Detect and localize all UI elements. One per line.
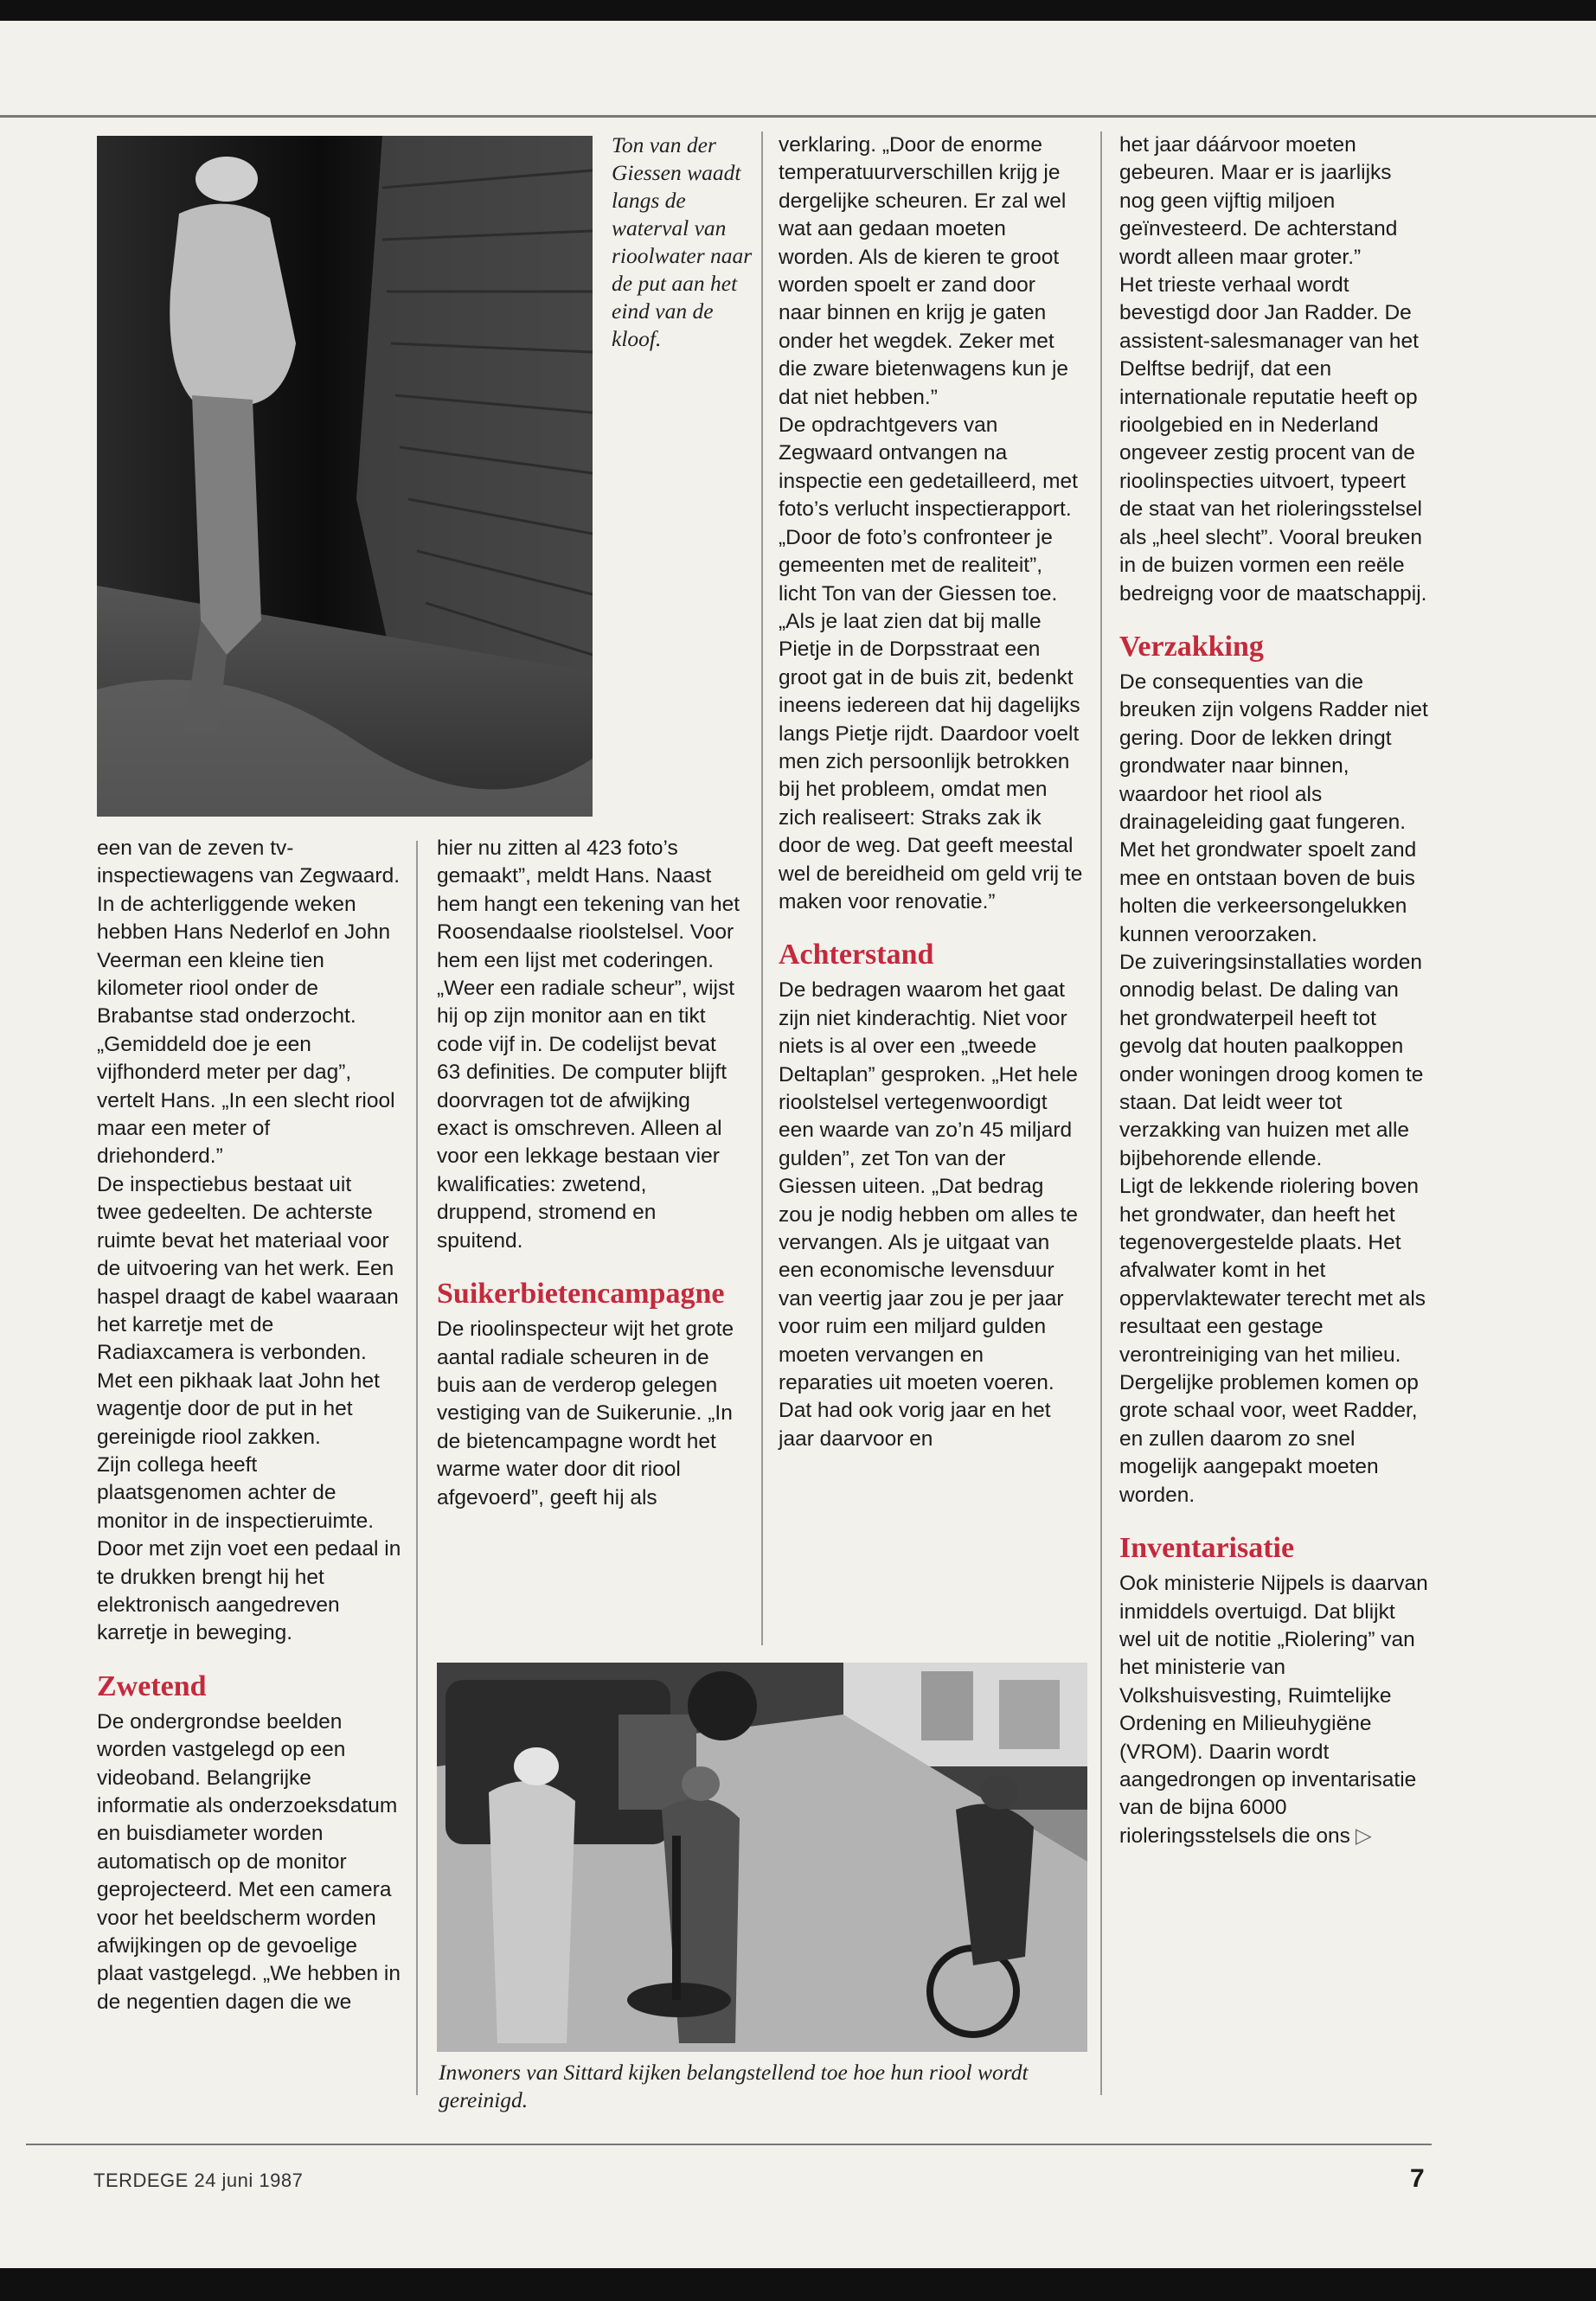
col4-paragraph	[1119, 1570, 1433, 1850]
column-rule	[1100, 131, 1102, 2095]
col2-paragraph: De rioolinspecteur wijt het grote aantal radiale scheuren in de buis aan de verderop gelegen vestiging van de Suikerunie. „In de bietencampagne wordt het warme water door dit riool afgevoerd”, geeft hij als	[437, 1317, 734, 1509]
col4-paragraph: Ligt de lekkende riolering boven het grondwater, dan heeft het tegenovergestelde plaats. Het afvalwater komt in het oppervlaktewater terecht met als resultaat een gestage verontreiniging van het milieu. Dergelijke problemen komen op grote schaal voor, weet Radder, en zullen daarom zo snel mogelijk aangepakt moeten worden.	[1119, 1175, 1426, 1507]
page-number: 7	[1410, 2164, 1425, 2193]
subheading-inventarisatie: Inventarisatie	[1119, 1532, 1295, 1565]
street-photo	[437, 1663, 1087, 2052]
col1-paragraph: Zijn collega heeft plaatsgenomen achter de monitor in de inspectieruimte. Door met zijn voet een pedaal in te drukken brengt hij het elektronisch aangedreven karretje in beweging.	[97, 1452, 401, 1645]
col4-paragraph: het jaar dáárvoor moeten gebeuren. Maar er is jaarlijks nog geen vijftig miljoen geïnvesteerd. De achterstand wordt alleen maar groter.”	[1119, 133, 1398, 269]
publication-info: TERDEGE 24 juni 1987	[93, 2170, 304, 2191]
col1-paragraph: De inspectiebus bestaat uit twee gedeelten. De achterste ruimte bevat het materiaal voor de uitvoering van het werk. Een haspel draagt de kabel waaraan het karretje met de Radiaxcamera is verbonden. Met een pikhaak laat John het wagentje door de put in het gereinigde riool zakken.	[97, 1172, 399, 1449]
footer-rule	[26, 2144, 1432, 2145]
column-4	[1119, 131, 1433, 1850]
subheading-zwetend: Zwetend	[97, 1670, 207, 1702]
column-rule	[761, 131, 763, 1645]
col4-paragraph: De zuiveringsinstallaties worden onnodig belast. De daling van het grondwaterpeil heeft tot gevolg dat houten paalkoppen onder woningen droog komen te staan. Dat leidt weer tot verzakking van huizen met alle bijbehorende ellende.	[1119, 950, 1424, 1170]
header-rule	[0, 115, 1596, 118]
column-3	[779, 131, 1083, 1453]
col1-paragraph: De ondergrondse beelden worden vastgelegd op een videoband. Belangrijke informatie als onderzoeksdatum en buisdiameter worden automatisch op de monitor geprojecteerd. Met een camera voor het beeldscherm worden afwijkingen op de gevoelige plaat vastgelegd. „We hebben in de negentien dagen die we	[97, 1709, 401, 2014]
col4-last-text: Ook ministerie Nijpels is daarvan inmiddels overtuigd. Dat blijkt wel uit de notitie „Riolering” van het ministerie van Volkshuisvesting, Ruimtelijke Ordening en Milieuhygiëne (VROM). Daarin wordt aangedrongen op inventarisatie van de bijna 6000 rioleringsstelsels die ons	[1119, 1572, 1428, 1848]
col3-paragraph: verklaring. „Door de enorme temperatuurverschillen krijg je dergelijke scheuren. Er zal wel wat aan gedaan moeten worden. Als de kieren te groot worden spoelt er zand door naar binnen en krijg je gaten onder het wegdek. Zeker met die zware bietenwagens kun je dat niet hebben.”	[779, 133, 1069, 409]
scan-edge-top	[0, 0, 1596, 21]
sewer-photo	[97, 136, 593, 817]
col3-paragraph: De opdrachtgevers van Zegwaard ontvangen na inspectie een gedetailleerd, met foto’s verlucht inspectierapport. „Door de foto’s confronteer je gemeenten met de realiteit”, licht Ton van der Giessen toe. „Als je laat zien dat bij malle Pietje in de Dorpsstraat een groot gat in de buis zit, bedenkt ineens iedereen dat hij dagelijks langs Pietje rijdt. Daardoor voelt men zich persoonlijk betrokken bij het probleem, omdat men zich realiseert: Straks zak ik door de weg. Dat geeft meestal wel de bereidheid om geld vrij te maken voor renovatie.”	[779, 413, 1083, 913]
column-1	[97, 835, 401, 2016]
col1-paragraph: een van de zeven tv-inspectiewagens van Zegwaard. In de achterliggende weken hebben Hans Nederlof en John Veerman een kleine tien kilometer riool onder de Brabantse stad onderzocht. „Gemiddeld doe je een vijfhonderd meter per dag”, vertelt Hans. „In een slecht riool maar een meter of driehonderd.”	[97, 836, 401, 1169]
col4-paragraph: Het trieste verhaal wordt bevestigd door Jan Radder. De assistent-salesmanager van het Delftse bedrijf, dat een internationale reputatie heeft op rioolgebied en in Nederland ongeveer zestig procent van de rioolinspecties uitvoert, typeert de staat van het rioleringsstelsel als „heel slecht”. Vooral breuken in de buizen vormen een reële bedreigng voor de maatschappij.	[1119, 273, 1427, 606]
subheading-achterstand: Achterstand	[779, 939, 934, 971]
top-photo-caption: Ton van der Giessen waadt langs de waterval van rioolwater naar de put aan het eind van de kloof.	[612, 132, 753, 351]
col4-paragraph: De consequenties van die breuken zijn volgens Radder niet gering. Door de lekken dringt grondwater naar binnen, waardoor het riool als drainageleiding gaat fungeren. Met het grondwater spoelt zand mee en ontstaan boven de buis holten die verkeersongelukken kunnen veroorzaken.	[1119, 670, 1428, 946]
col3-paragraph: De bedragen waarom het gaat zijn niet kinderachtig. Niet voor niets is al over een „tweede Deltaplan” gesproken. „Het hele rioolstelsel vertegenwoordigt een waarde van zo’n 45 miljard gulden”, zet Ton van der Giessen uiteen. „Dat bedrag zou je nodig hebben om alles te vervangen. Als je uitgaat van een economische levensduur van veertig jaar zou je per jaar voor ruim een miljard gulden moeten vervangen en reparaties uit moeten voeren. Dat had ook vorig jaar en het jaar daarvoor en	[779, 978, 1078, 1451]
continue-arrow-icon: ▷	[1355, 1823, 1372, 1848]
bottom-photo-caption: Inwoners van Sittard kijken belangstellend toe hoe hun riool wordt gereinigd.	[439, 2060, 1029, 2112]
scan-edge-bottom	[0, 2268, 1596, 2301]
col2-paragraph: hier nu zitten al 423 foto’s gemaakt”, meldt Hans. Naast hem hangt een tekening van het Roosendaalse rioolstelsel. Voor hem een lijst met coderingen. „Weer een radiale scheur”, wijst hij op zijn monitor aan en tikt code vijf in. De codelijst bevat 63 definities. De computer blijft doorvragen tot de afwijking exact is omschreven. Alleen al voor een lekkage bestaan vier kwalificaties: zwetend, druppend, stromend en spuitend.	[437, 836, 740, 1253]
column-rule	[416, 841, 418, 2095]
column-2	[437, 835, 741, 1512]
subheading-verzakking: Verzakking	[1119, 630, 1264, 663]
subheading-suikerbietencampagne: Suikerbietencampagne	[437, 1278, 725, 1311]
